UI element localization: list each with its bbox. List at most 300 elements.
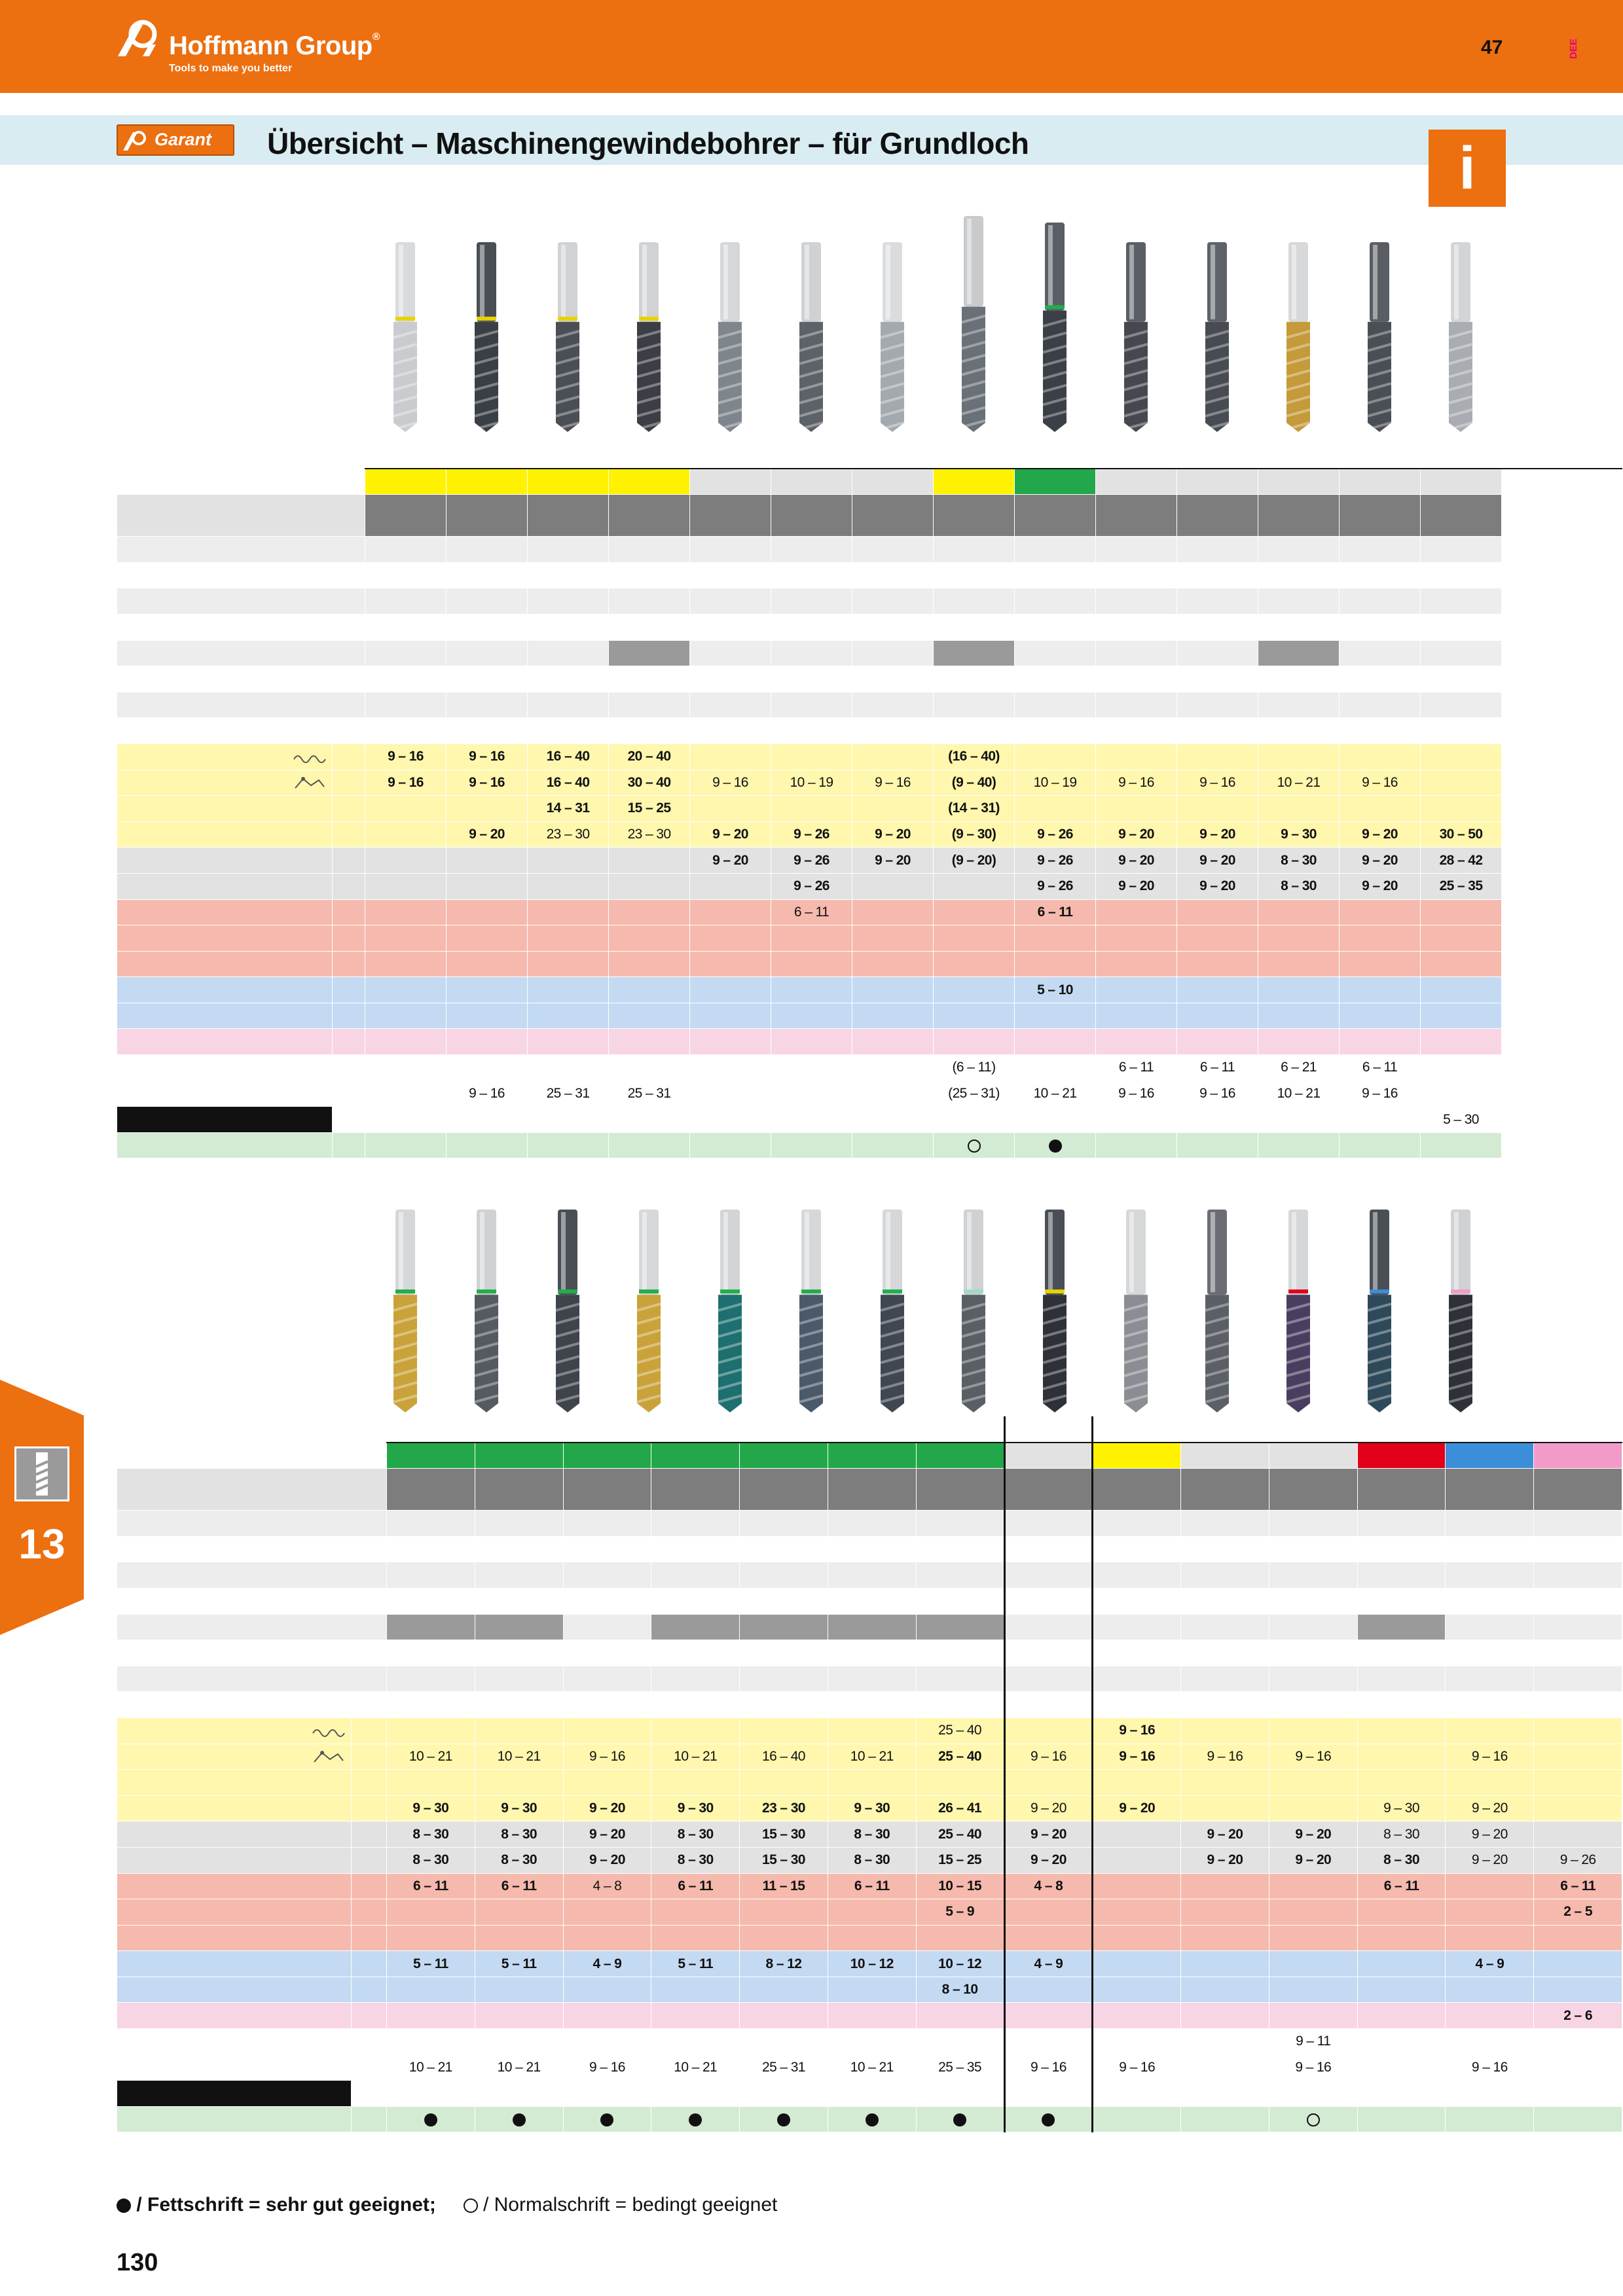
row-gewindeart xyxy=(117,1417,1622,1443)
iso-group-cell xyxy=(333,770,365,796)
coolant-channel-cell xyxy=(690,666,771,692)
coolant-channel-cell xyxy=(1181,1640,1269,1666)
material-value-cell xyxy=(365,1107,447,1133)
tap-tool-image xyxy=(1286,242,1310,432)
material-value-cell xyxy=(1357,1717,1446,1744)
material-value-cell xyxy=(1269,2106,1357,2132)
row-label xyxy=(117,1536,387,1562)
material-value-cell xyxy=(1340,1003,1421,1029)
overview-table-2 xyxy=(117,1416,1622,2132)
material-value-cell xyxy=(1096,925,1177,952)
article-number-cell xyxy=(609,495,690,537)
coolant-channel-cell xyxy=(916,1640,1004,1666)
row-material xyxy=(117,1795,1622,1821)
tolerance-cell xyxy=(828,1562,916,1588)
chamfer-form-cell xyxy=(828,1536,916,1562)
material-value-cell xyxy=(365,899,447,925)
material-value-cell: (16 – 40) xyxy=(934,744,1015,770)
depth-cell xyxy=(1534,1511,1622,1537)
row-material xyxy=(117,796,1622,822)
tap-tool-image xyxy=(1368,242,1391,432)
material-value-cell xyxy=(1258,899,1340,925)
garant-mark-icon xyxy=(123,131,152,151)
material-value-cell xyxy=(1181,1873,1269,1899)
material-value-cell xyxy=(1015,796,1096,822)
coating-cell xyxy=(828,1614,916,1640)
tolerance-cell xyxy=(1269,1562,1357,1588)
page-title: Übersicht – Maschinengewindebohrer – für Grundloch xyxy=(267,126,1029,160)
material-value-cell xyxy=(1181,2029,1269,2055)
material-value-cell xyxy=(1534,1925,1622,1951)
page-ref-cell xyxy=(1093,1692,1181,1718)
row-label xyxy=(117,1614,387,1640)
tap-tool-image xyxy=(1124,242,1148,432)
material-value-cell xyxy=(1421,1132,1502,1158)
size-range-cell xyxy=(651,1666,740,1692)
cutting-material-cell xyxy=(528,614,609,640)
row-material xyxy=(117,2029,1622,2055)
tap-tool-image xyxy=(556,1210,579,1412)
material-label xyxy=(117,1977,352,2003)
color-ring-cell xyxy=(828,1443,916,1469)
material-value-cell xyxy=(828,2003,916,2029)
material-value-cell: 25 – 31 xyxy=(528,1081,609,1107)
material-value-cell xyxy=(1357,1770,1446,1796)
chamfer-form-cell xyxy=(690,562,771,588)
material-value-cell xyxy=(852,1107,934,1133)
conditionally-suitable-ring-icon xyxy=(968,1139,981,1153)
material-value-cell xyxy=(563,2003,651,2029)
material-value-cell: 9 – 26 xyxy=(771,821,852,848)
depth-cell xyxy=(916,1511,1004,1537)
tap-tool-image xyxy=(881,1210,904,1412)
material-value-cell xyxy=(447,873,528,899)
material-value-cell: (14 – 31) xyxy=(934,796,1015,822)
material-value-cell: 5 – 11 xyxy=(475,1951,563,1977)
coating-cell xyxy=(475,1614,563,1640)
size-range-cell xyxy=(1446,1666,1534,1692)
material-value-cell: 2 – 6 xyxy=(1534,2003,1622,2029)
color-ring-cell xyxy=(563,1443,651,1469)
material-value-cell: 9 – 30 xyxy=(1258,821,1340,848)
material-value-cell xyxy=(852,951,934,977)
color-ring-cell xyxy=(690,469,771,495)
row-anschnitt xyxy=(117,1536,1622,1562)
iso-group-cell xyxy=(333,951,365,977)
material-value-cell xyxy=(528,873,609,899)
material-value-cell xyxy=(528,1029,609,1055)
material-value-cell: 9 – 26 xyxy=(771,873,852,899)
material-value-cell: 6 – 11 xyxy=(475,1873,563,1899)
cutting-material-cell xyxy=(447,614,528,640)
coolant-channel-cell xyxy=(828,1640,916,1666)
material-label xyxy=(117,2106,352,2132)
material-value-cell: (9 – 40) xyxy=(934,770,1015,796)
material-value-cell xyxy=(771,796,852,822)
page-ref-cell xyxy=(609,718,690,744)
page-ref-cell xyxy=(563,1692,651,1718)
material-value-cell xyxy=(690,951,771,977)
chamfer-form-cell xyxy=(771,562,852,588)
row-toleranz xyxy=(117,1562,1622,1588)
material-value-cell xyxy=(563,2106,651,2132)
coating-cell xyxy=(1177,640,1258,666)
material-value-cell xyxy=(771,1081,852,1107)
material-value-cell: 9 – 30 xyxy=(651,1795,740,1821)
coolant-channel-cell xyxy=(365,666,447,692)
material-value-cell: 8 – 12 xyxy=(740,1951,828,1977)
material-value-cell xyxy=(1421,899,1502,925)
material-value-cell: 9 – 20 xyxy=(1340,873,1421,899)
article-number-cell xyxy=(771,495,852,537)
material-value-cell xyxy=(386,2106,475,2132)
material-value-cell: 9 – 16 xyxy=(1177,1081,1258,1107)
material-label xyxy=(117,2081,352,2107)
page-ref-cell xyxy=(828,1692,916,1718)
article-number-cell xyxy=(1421,495,1502,537)
iso-group-cell xyxy=(351,1873,386,1899)
material-label xyxy=(117,1003,333,1029)
material-value-cell: 4 – 9 xyxy=(563,1951,651,1977)
material-value-cell xyxy=(1181,1899,1269,1926)
material-value-cell xyxy=(386,2081,475,2107)
material-value-cell xyxy=(475,1977,563,2003)
material-value-cell xyxy=(690,1107,771,1133)
material-value-cell xyxy=(651,2003,740,2029)
material-value-cell: 6 – 11 xyxy=(771,899,852,925)
size-range-cell xyxy=(1181,1666,1269,1692)
material-value-cell xyxy=(934,899,1015,925)
material-value-cell: 10 – 21 xyxy=(386,1744,475,1770)
material-value-cell xyxy=(1534,2081,1622,2107)
material-value-cell xyxy=(916,2029,1004,2055)
row-material xyxy=(117,1770,1622,1796)
material-value-cell xyxy=(1421,925,1502,952)
material-value-cell xyxy=(447,1132,528,1158)
coating-cell xyxy=(1357,1614,1446,1640)
row-seite xyxy=(117,718,1622,744)
page-ref-cell xyxy=(1015,718,1096,744)
material-value-cell: 9 – 16 xyxy=(1446,1744,1534,1770)
material-value-cell xyxy=(740,2029,828,2055)
material-value-cell xyxy=(651,2029,740,2055)
cutting-material-cell xyxy=(563,1588,651,1614)
material-value-cell: 9 – 30 xyxy=(828,1795,916,1821)
article-number-cell xyxy=(447,495,528,537)
material-value-cell xyxy=(690,744,771,770)
material-value-cell: 9 – 20 xyxy=(447,821,528,848)
material-value-cell xyxy=(365,1132,447,1158)
material-value-cell xyxy=(609,1055,690,1081)
chamfer-form-cell xyxy=(1258,562,1340,588)
size-range-cell xyxy=(1093,1666,1181,1692)
material-value-cell: 2 – 5 xyxy=(1534,1899,1622,1926)
material-value-cell xyxy=(1258,951,1340,977)
material-value-cell xyxy=(365,951,447,977)
material-value-cell xyxy=(447,848,528,874)
size-range-cell xyxy=(447,692,528,718)
material-value-cell: 6 – 11 xyxy=(1177,1055,1258,1081)
color-ring-cell xyxy=(916,1443,1004,1469)
depth-cell xyxy=(1269,1511,1357,1537)
material-value-cell: 9 – 26 xyxy=(1015,821,1096,848)
material-value-cell: 10 – 21 xyxy=(651,2054,740,2081)
material-value-cell xyxy=(1357,1977,1446,2003)
material-label xyxy=(117,1081,333,1107)
material-value-cell: 9 – 16 xyxy=(1093,2054,1181,2081)
cutting-material-cell xyxy=(365,614,447,640)
material-value-cell xyxy=(771,951,852,977)
iso-group-cell xyxy=(351,1977,386,2003)
material-value-cell: 10 – 21 xyxy=(828,2054,916,2081)
tolerance-cell xyxy=(365,588,447,615)
tolerance-cell xyxy=(916,1562,1004,1588)
material-value-cell: 9 – 16 xyxy=(447,1081,528,1107)
material-value-cell xyxy=(447,1003,528,1029)
row-material xyxy=(117,1744,1622,1770)
material-value-cell xyxy=(690,1081,771,1107)
size-range-cell xyxy=(690,692,771,718)
article-number-cell xyxy=(934,495,1015,537)
very-suitable-dot-icon xyxy=(600,2113,613,2126)
row-label xyxy=(117,495,365,537)
material-value-cell: 10 – 21 xyxy=(475,1744,563,1770)
header-bar xyxy=(0,0,1623,93)
size-range-cell xyxy=(1534,1666,1622,1692)
material-value-cell: 9 – 20 xyxy=(1096,821,1177,848)
material-value-cell xyxy=(1446,2081,1534,2107)
alu-icon xyxy=(293,776,327,791)
material-value-cell xyxy=(1269,1770,1357,1796)
material-value-cell xyxy=(934,951,1015,977)
material-value-cell xyxy=(609,977,690,1003)
material-value-cell xyxy=(690,925,771,952)
material-value-cell: 8 – 30 xyxy=(386,1821,475,1848)
iso-group-cell xyxy=(333,1003,365,1029)
article-number-cell xyxy=(563,1469,651,1511)
material-value-cell: 5 – 9 xyxy=(916,1899,1004,1926)
row-material xyxy=(117,1081,1622,1107)
tap-tool-image xyxy=(799,242,823,432)
cutting-material-cell xyxy=(828,1588,916,1614)
article-number-cell xyxy=(828,1469,916,1511)
material-value-cell: 9 – 20 xyxy=(563,1795,651,1821)
cutting-material-cell xyxy=(852,614,934,640)
material-value-cell: 4 – 9 xyxy=(1004,1951,1093,1977)
chamfer-form-cell xyxy=(1421,562,1502,588)
material-value-cell: 20 – 40 xyxy=(609,744,690,770)
coolant-channel-cell xyxy=(1015,666,1096,692)
depth-cell xyxy=(651,1511,740,1537)
material-value-cell xyxy=(1177,796,1258,822)
material-value-cell: 8 – 30 xyxy=(651,1847,740,1873)
material-value-cell xyxy=(528,1055,609,1081)
row-label xyxy=(117,666,365,692)
article-number-cell xyxy=(916,1469,1004,1511)
catalog-page-number: 47 xyxy=(1481,37,1503,58)
material-value-cell: 23 – 30 xyxy=(609,821,690,848)
material-value-cell xyxy=(447,951,528,977)
material-value-cell xyxy=(1534,1744,1622,1770)
size-range-cell xyxy=(1340,692,1421,718)
row-label xyxy=(117,640,365,666)
material-value-cell xyxy=(528,1107,609,1133)
material-value-cell: 5 – 11 xyxy=(651,1951,740,1977)
material-value-cell xyxy=(1534,1717,1622,1744)
material-value-cell: 8 – 30 xyxy=(1258,873,1340,899)
info-icon: i xyxy=(1429,130,1506,207)
material-value-cell: 9 – 16 xyxy=(1269,1744,1357,1770)
color-ring-cell xyxy=(1177,469,1258,495)
material-value-cell xyxy=(1177,1132,1258,1158)
chamfer-form-cell xyxy=(934,562,1015,588)
tolerance-cell xyxy=(1421,588,1502,615)
material-value-cell xyxy=(1177,925,1258,952)
conditionally-suitable-ring-icon xyxy=(1307,2113,1320,2126)
material-value-cell xyxy=(690,899,771,925)
depth-cell xyxy=(1258,537,1340,563)
material-value-cell: 9 – 16 xyxy=(1093,1717,1181,1744)
size-range-cell xyxy=(916,1666,1004,1692)
row-seite xyxy=(117,1692,1622,1718)
tolerance-cell xyxy=(1340,588,1421,615)
material-value-cell xyxy=(1177,1029,1258,1055)
material-label xyxy=(117,1744,352,1770)
material-value-cell: 9 – 20 xyxy=(1269,1821,1357,1848)
cutting-material-cell xyxy=(934,614,1015,640)
material-value-cell xyxy=(651,1977,740,2003)
color-ring-cell xyxy=(1096,469,1177,495)
row-material xyxy=(117,873,1622,899)
material-label xyxy=(117,925,333,952)
tool-images-row-1 xyxy=(0,216,1623,439)
material-value-cell: 8 – 30 xyxy=(1258,848,1340,874)
coolant-channel-cell xyxy=(386,1640,475,1666)
tap-tool-image xyxy=(1124,1210,1148,1412)
depth-cell xyxy=(690,537,771,563)
tap-tool-image xyxy=(393,242,417,432)
coolant-channel-cell xyxy=(528,666,609,692)
size-range-cell xyxy=(1357,1666,1446,1692)
material-value-cell: 9 – 16 xyxy=(365,770,447,796)
iso-group-cell xyxy=(333,796,365,822)
iso-group-cell xyxy=(351,2081,386,2107)
page-ref-cell xyxy=(1446,1692,1534,1718)
plastic-icon xyxy=(293,750,327,764)
coolant-channel-cell xyxy=(1093,1640,1181,1666)
material-value-cell xyxy=(1093,1951,1181,1977)
tap-tool-image xyxy=(475,1210,498,1412)
row-label xyxy=(117,1417,387,1443)
material-value-cell xyxy=(852,744,934,770)
material-value-cell xyxy=(1357,2003,1446,2029)
material-value-cell xyxy=(771,1029,852,1055)
color-ring-cell xyxy=(1181,1443,1269,1469)
material-value-cell xyxy=(365,1055,447,1081)
color-ring-cell xyxy=(1258,469,1340,495)
material-value-cell xyxy=(771,1132,852,1158)
iso-group-cell xyxy=(351,1899,386,1926)
article-number-cell xyxy=(386,1469,475,1511)
material-value-cell: 6 – 11 xyxy=(386,1873,475,1899)
material-label xyxy=(117,821,333,848)
material-label xyxy=(117,1821,352,1848)
page-ref-cell xyxy=(651,1692,740,1718)
iso-group-cell xyxy=(351,1717,386,1744)
row-label xyxy=(117,469,365,495)
material-value-cell xyxy=(1093,2106,1181,2132)
row-groesse xyxy=(117,692,1622,718)
iso-group-cell xyxy=(333,1081,365,1107)
color-ring-cell xyxy=(386,1443,475,1469)
coating-cell xyxy=(528,640,609,666)
row-label xyxy=(117,1640,387,1666)
page-ref-cell xyxy=(1004,1692,1093,1718)
color-ring-cell xyxy=(1534,1443,1622,1469)
tolerance-cell xyxy=(1177,588,1258,615)
material-value-cell xyxy=(934,977,1015,1003)
article-number-cell xyxy=(528,495,609,537)
material-value-cell xyxy=(1421,951,1502,977)
coating-cell xyxy=(1181,1614,1269,1640)
material-value-cell xyxy=(1177,951,1258,977)
tap-tool-image xyxy=(637,1210,661,1412)
material-value-cell xyxy=(852,1132,934,1158)
very-suitable-dot-icon xyxy=(689,2113,702,2126)
material-value-cell xyxy=(740,1925,828,1951)
size-range-cell xyxy=(528,692,609,718)
material-value-cell: 5 – 10 xyxy=(1015,977,1096,1003)
chamfer-form-cell xyxy=(740,1536,828,1562)
material-value-cell xyxy=(740,2081,828,2107)
article-number-cell xyxy=(1181,1469,1269,1511)
material-value-cell: 8 – 30 xyxy=(828,1847,916,1873)
depth-cell xyxy=(447,537,528,563)
coating-cell xyxy=(1096,640,1177,666)
chamfer-form-cell xyxy=(447,562,528,588)
iso-group-cell xyxy=(351,1951,386,1977)
material-value-cell: 4 – 8 xyxy=(1004,1873,1093,1899)
row-label xyxy=(117,1588,387,1614)
material-value-cell xyxy=(1093,1873,1181,1899)
material-value-cell xyxy=(1421,1081,1502,1107)
coating-cell xyxy=(386,1614,475,1640)
material-value-cell xyxy=(609,951,690,977)
depth-cell xyxy=(1340,537,1421,563)
depth-cell xyxy=(771,537,852,563)
coating-cell xyxy=(1269,1614,1357,1640)
size-range-cell xyxy=(771,692,852,718)
material-value-cell: 9 – 16 xyxy=(1004,2054,1093,2081)
material-value-cell xyxy=(1093,1899,1181,1926)
article-number-cell xyxy=(1004,1469,1093,1511)
material-value-cell: 25 – 35 xyxy=(916,2054,1004,2081)
coolant-channel-cell xyxy=(651,1640,740,1666)
coating-cell xyxy=(771,640,852,666)
legend xyxy=(117,2194,777,2216)
material-value-cell xyxy=(528,977,609,1003)
material-value-cell: 9 – 16 xyxy=(365,744,447,770)
material-value-cell xyxy=(1015,1029,1096,1055)
article-number-cell xyxy=(1446,1469,1534,1511)
material-value-cell: 28 – 42 xyxy=(1421,848,1502,874)
material-value-cell xyxy=(1177,977,1258,1003)
very-suitable-dot-icon xyxy=(513,2113,526,2126)
material-value-cell xyxy=(1258,925,1340,952)
tap-tool-image xyxy=(1368,1210,1391,1412)
material-value-cell xyxy=(690,873,771,899)
material-value-cell xyxy=(771,744,852,770)
